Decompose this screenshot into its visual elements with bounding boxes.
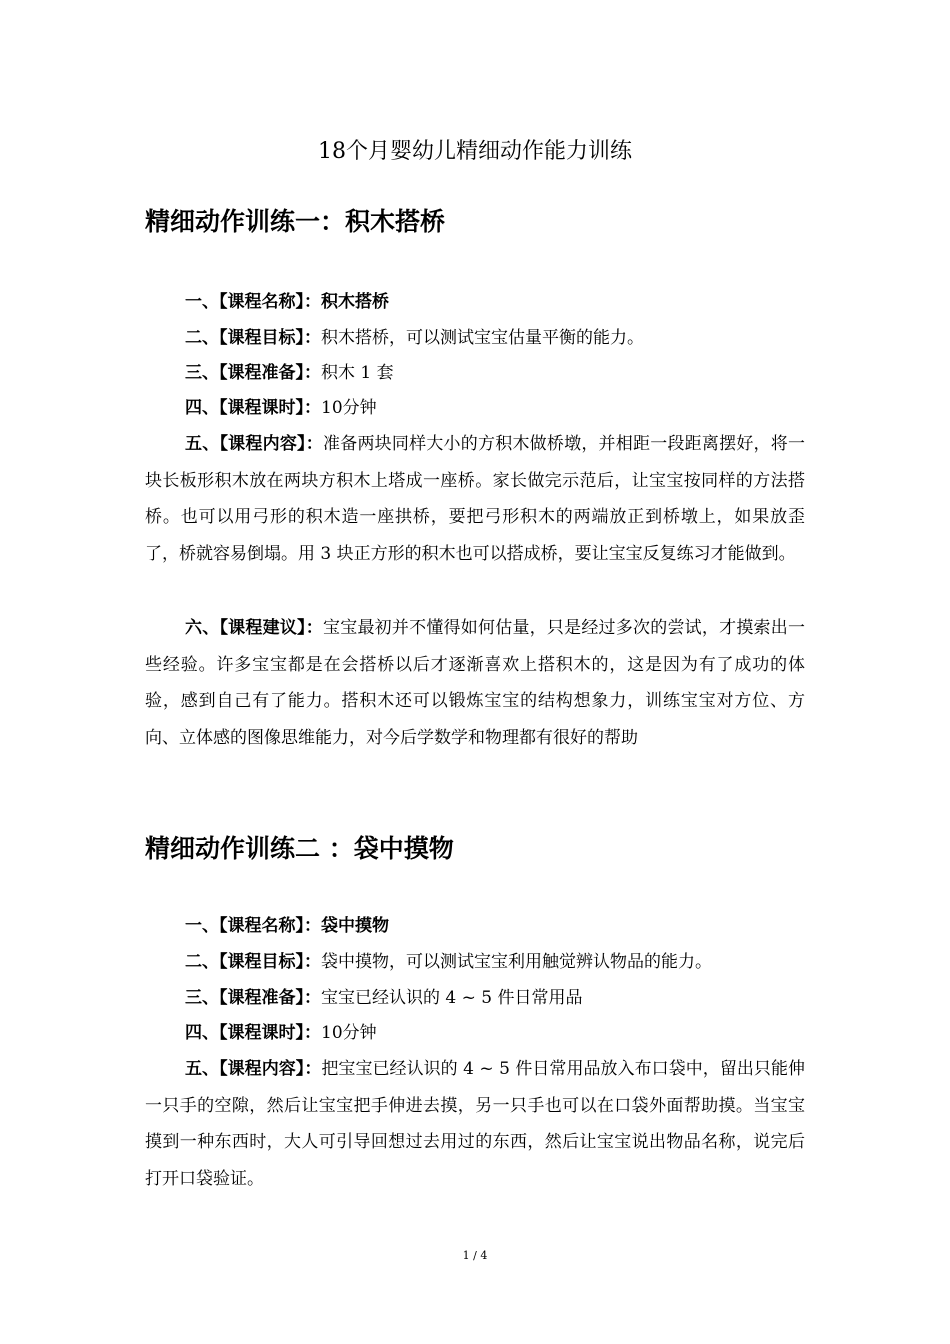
section-heading-1: 精细动作训练一：积木搭桥 bbox=[145, 207, 446, 236]
item-value: 准备两块同样大小的方积木做桥墩，并相距一段距离摆好，将一块长板形积木放在两块方积木上塔成一座桥。家长做完示范后，让宝宝按同样的方法搭桥。也可以用弓形的积木造一座拱桥，要把弓形积木的两端放正到桥墩上，如果放歪了，桥就容易倒塌。用 3 块正方形的积木也可以搭成桥，要让宝宝反复练习才能做到。 bbox=[145, 434, 805, 564]
item-label: 三、【课程准备】： bbox=[185, 363, 321, 383]
item-label: 二、【课程目标】： bbox=[185, 328, 321, 348]
course-goal-item bbox=[145, 944, 805, 981]
course-prep-item bbox=[145, 355, 805, 392]
course-prep-item bbox=[145, 980, 805, 1017]
item-value: 积木搭桥 bbox=[321, 292, 389, 312]
item-value: 积木 1 套 bbox=[321, 363, 394, 383]
item-value: 把宝宝已经认识的 4 ~ 5 件日常用品放入布口袋中，留出只能伸一只手的空隙，然后让宝宝把手伸进去摸，另一只手也可以在口袋外面帮助摸。当宝宝摸到一种东西时，大人可引导回想过去用过的东西，然后让宝宝说出物品名称，说完后打开口袋验证。 bbox=[145, 1059, 806, 1189]
course-content-item bbox=[145, 426, 805, 572]
item-label: 六、【课程建议】： bbox=[185, 618, 323, 638]
course-name-item bbox=[145, 284, 805, 321]
item-label: 一、【课程名称】： bbox=[185, 292, 321, 312]
course-advice-item bbox=[145, 610, 805, 756]
item-value: 10分钟 bbox=[321, 398, 377, 418]
item-label: 一、【课程名称】： bbox=[185, 916, 321, 936]
item-label: 三、【课程准备】： bbox=[185, 988, 321, 1008]
item-value: 袋中摸物 bbox=[321, 916, 389, 936]
item-value: 袋中摸物，可以测试宝宝利用触觉辨认物品的能力。 bbox=[321, 952, 712, 972]
course-content-item bbox=[145, 1051, 805, 1197]
item-label: 四、【课程课时】： bbox=[185, 398, 321, 418]
item-label: 二、【课程目标】： bbox=[185, 952, 321, 972]
item-label: 四、【课程课时】： bbox=[185, 1023, 321, 1043]
item-label: 五、【课程内容】： bbox=[185, 434, 323, 454]
item-value: 宝宝已经认识的 4 ~ 5 件日常用品 bbox=[321, 988, 583, 1008]
course-name-item bbox=[145, 908, 805, 945]
course-goal-item bbox=[145, 320, 805, 357]
item-value: 宝宝最初并不懂得如何估量，只是经过多次的尝试，才摸索出一些经验。许多宝宝都是在会搭桥以后才逐渐喜欢上搭积木的，这是因为有了成功的体验，感到自己有了能力。搭积木还可以锻炼宝宝的结构想象力，训练宝宝对方位、方向、立体感的图像思维能力，对今后学数学和物理都有很好的帮助 bbox=[145, 618, 805, 748]
course-duration-item bbox=[145, 1015, 805, 1052]
section-heading-2: 精细动作训练二 ：袋中摸物 bbox=[145, 834, 454, 863]
course-duration-item bbox=[145, 390, 805, 427]
item-value: 积木搭桥，可以测试宝宝估量平衡的能力。 bbox=[321, 328, 644, 348]
page-number: 1 / 4 bbox=[462, 1249, 488, 1262]
item-label: 五、【课程内容】： bbox=[185, 1059, 322, 1079]
item-value: 10分钟 bbox=[321, 1023, 377, 1043]
page-title: 18个月婴幼儿精细动作能力训练 bbox=[318, 139, 632, 164]
